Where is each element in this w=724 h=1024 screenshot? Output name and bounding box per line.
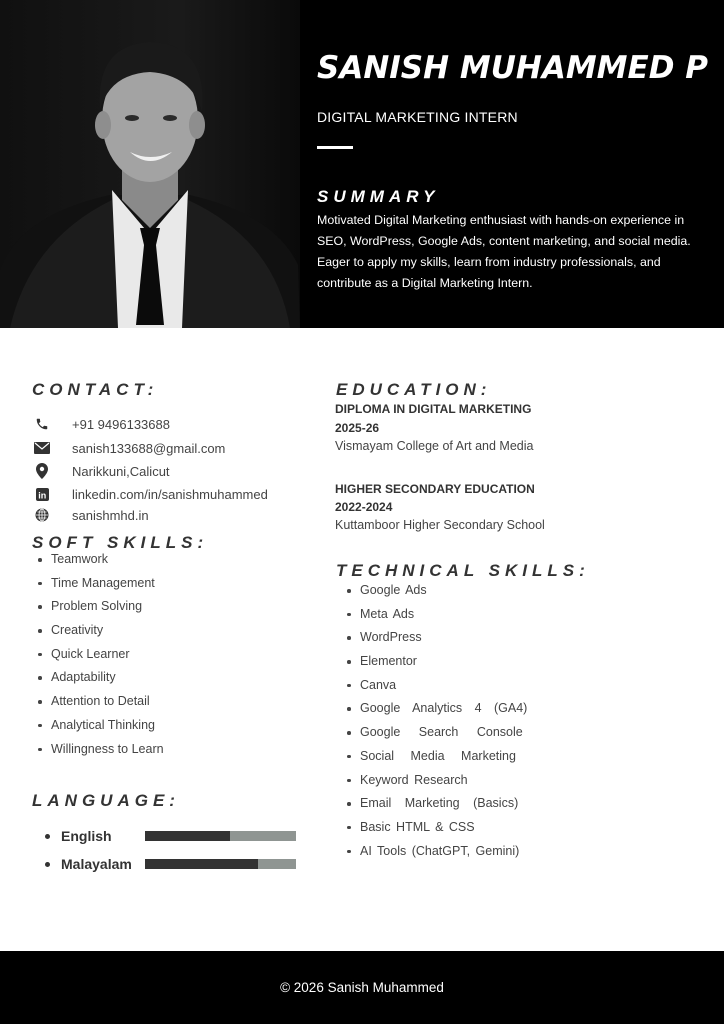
soft-skill-item: Quick Learner: [37, 647, 164, 671]
education-years: 2025-26: [335, 421, 380, 435]
education-school: Vismayam College of Art and Media: [335, 439, 534, 453]
soft-skill-item: Time Management: [37, 576, 164, 600]
soft-skill-item: Problem Solving: [37, 599, 164, 623]
technical-skill-item: Elementor: [346, 654, 527, 678]
candidate-name: SANISH MUHAMMED P: [317, 50, 708, 86]
soft-skill-item: Willingness to Learn: [37, 742, 164, 766]
linkedin-link[interactable]: linkedin.com/in/sanishmuhammed: [72, 486, 268, 502]
profile-photo: [0, 0, 300, 328]
education-years: 2022-2024: [335, 500, 393, 514]
summary-heading: SUMMARY: [317, 187, 440, 206]
contact-linkedin: [34, 484, 268, 504]
technical-skill-item: WordPress: [346, 630, 527, 654]
education-school: Kuttamboor Higher Secondary School: [335, 518, 545, 532]
copyright-text: © 2026 Sanish Muhammed: [280, 980, 444, 995]
email-icon: [34, 440, 50, 456]
contact-website: [34, 505, 149, 525]
language-level-bar: [145, 831, 296, 841]
technical-skill-item: Google Ads: [346, 583, 527, 607]
contact-phone: [34, 414, 170, 434]
contact-heading: CONTACT:: [32, 380, 159, 399]
phone-icon: [34, 416, 50, 432]
soft-skill-item: Attention to Detail: [37, 694, 164, 718]
contact-email: [34, 438, 226, 458]
phone-number[interactable]: +91 9496133688: [72, 416, 170, 432]
soft-skill-item: Teamwork: [37, 552, 164, 576]
language-level-fill: [145, 831, 230, 841]
technical-skill-item: AI Tools (ChatGPT, Gemini): [346, 844, 527, 868]
soft-skill-item: Creativity: [37, 623, 164, 647]
technical-skill-item: Basic HTML & CSS: [346, 820, 527, 844]
language-name: English: [61, 828, 112, 844]
website-link[interactable]: sanishmhd.in: [72, 507, 149, 523]
bullet-dot: [45, 834, 50, 839]
soft-skill-item: Adaptability: [37, 670, 164, 694]
resume-header: [0, 0, 724, 328]
language-name: Malayalam: [61, 856, 132, 872]
education-heading: EDUCATION:: [336, 380, 492, 399]
education-degree: DIPLOMA IN DIGITAL MARKETING: [335, 402, 532, 416]
technical-skill-item: Canva: [346, 678, 527, 702]
technical-skill-item: Meta Ads: [346, 607, 527, 631]
bullet-dot: [45, 862, 50, 867]
technical-skill-item: Email Marketing (Basics): [346, 796, 527, 820]
language-level-fill: [145, 859, 258, 869]
location-pin-icon: [34, 463, 50, 479]
title-divider: [317, 146, 353, 149]
technical-skill-item: Keyword Research: [346, 773, 527, 797]
soft-skills-heading: SOFT SKILLS:: [32, 533, 209, 552]
technical-skills-list: [346, 583, 527, 867]
location-text: Narikkuni,Calicut: [72, 463, 170, 479]
language-level-bar: [145, 859, 296, 869]
contact-location: [34, 461, 170, 481]
globe-icon: [34, 507, 50, 523]
technical-skill-item: Google Search Console: [346, 725, 527, 749]
soft-skill-item: Analytical Thinking: [37, 718, 164, 742]
linkedin-icon: [34, 486, 50, 502]
summary-text: Motivated Digital Marketing enthusiast with hands-on experience in SEO, WordPress, Google Ads, content marketing, and social media. Eager to apply my skills, learn from industry professionals, and contribute as a Digital Marketing Intern.: [317, 213, 691, 290]
page-footer: [0, 951, 724, 1024]
technical-skill-item: Social Media Marketing: [346, 749, 527, 773]
soft-skills-list: [37, 552, 164, 765]
email-address[interactable]: sanish133688@gmail.com: [72, 440, 226, 456]
svg-text:in: in: [37, 490, 46, 500]
education-degree: HIGHER SECONDARY EDUCATION: [335, 482, 535, 496]
technical-skills-heading: TECHNICAL SKILLS:: [336, 561, 590, 580]
language-heading: LANGUAGE:: [32, 791, 180, 810]
job-title: DIGITAL MARKETING INTERN: [317, 109, 518, 125]
technical-skill-item: Google Analytics 4 (GA4): [346, 701, 527, 725]
